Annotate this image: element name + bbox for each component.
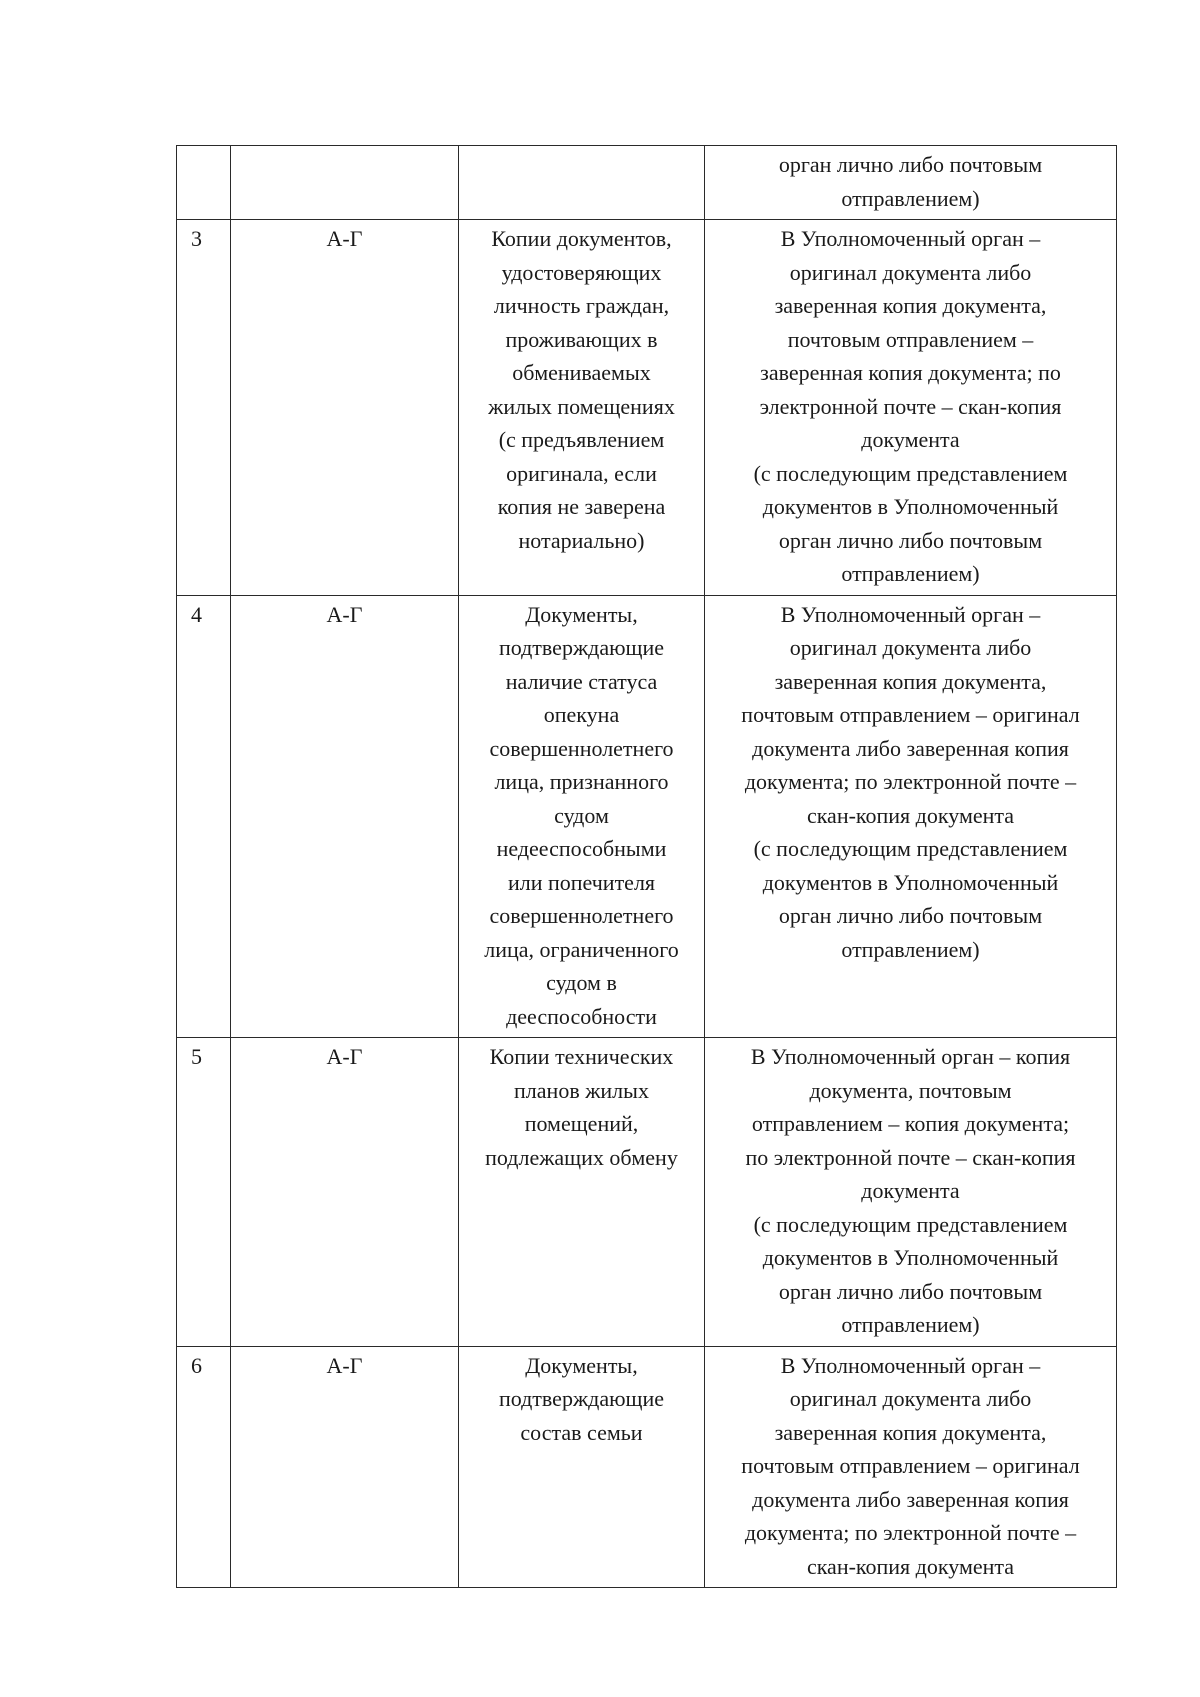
row-number-cell xyxy=(177,146,231,220)
table-row xyxy=(177,146,1117,220)
submission-method-cell: В Уполномоченный орган – оригинал документа либо заверенная копия документа, почтовым отправлением – оригинал документа либо заверенная копия документа; по электронной почте – скан-копия документа xyxy=(705,1346,1117,1588)
submission-method-cell: орган лично либо почтовым отправлением) xyxy=(705,146,1117,220)
submission-method-cell: В Уполномоченный орган – оригинал документа либо заверенная копия документа, почтовым отправлением – оригинал документа либо заверенная копия документа; по электронной почте – скан-копия документа (с последующим представлением документов в Уполномоченный орган лично либо почтовым отправлением) xyxy=(705,595,1117,1038)
document-name-cell: Документы, подтверждающие состав семьи xyxy=(459,1346,705,1588)
row-number-cell: 6 xyxy=(177,1346,231,1588)
submission-method-cell: В Уполномоченный орган – копия документа, почтовым отправлением – копия документа; по электронной почте – скан-копия документа (с последующим представлением документов в Уполномоченный орган лично либо почтовым отправлением) xyxy=(705,1038,1117,1347)
applicant-category-cell: А-Г xyxy=(231,1038,459,1347)
applicant-category-cell: А-Г xyxy=(231,1346,459,1588)
documents-table xyxy=(176,145,1117,1588)
document-name-cell: Документы, подтверждающие наличие статуса опекуна совершеннолетнего лица, признанного судом недееспособными или попечителя совершеннолетнего лица, ограниченного судом в дееспособности xyxy=(459,595,705,1038)
row-number-cell: 3 xyxy=(177,220,231,596)
table-row xyxy=(177,1038,1117,1347)
document-name-cell xyxy=(459,146,705,220)
row-number-cell: 4 xyxy=(177,595,231,1038)
table-row xyxy=(177,1346,1117,1588)
applicant-category-cell xyxy=(231,146,459,220)
submission-method-cell: В Уполномоченный орган – оригинал документа либо заверенная копия документа, почтовым отправлением – заверенная копия документа; по электронной почте – скан-копия документа (с последующим представлением документов в Уполномоченный орган лично либо почтовым отправлением) xyxy=(705,220,1117,596)
document-name-cell: Копии документов, удостоверяющих личность граждан, проживающих в обмениваемых жилых помещениях (с предъявлением оригинала, если копия не заверена нотариально) xyxy=(459,220,705,596)
applicant-category-cell: А-Г xyxy=(231,220,459,596)
row-number-cell: 5 xyxy=(177,1038,231,1347)
applicant-category-cell: А-Г xyxy=(231,595,459,1038)
table-row xyxy=(177,220,1117,596)
document-name-cell: Копии технических планов жилых помещений, подлежащих обмену xyxy=(459,1038,705,1347)
table-row xyxy=(177,595,1117,1038)
